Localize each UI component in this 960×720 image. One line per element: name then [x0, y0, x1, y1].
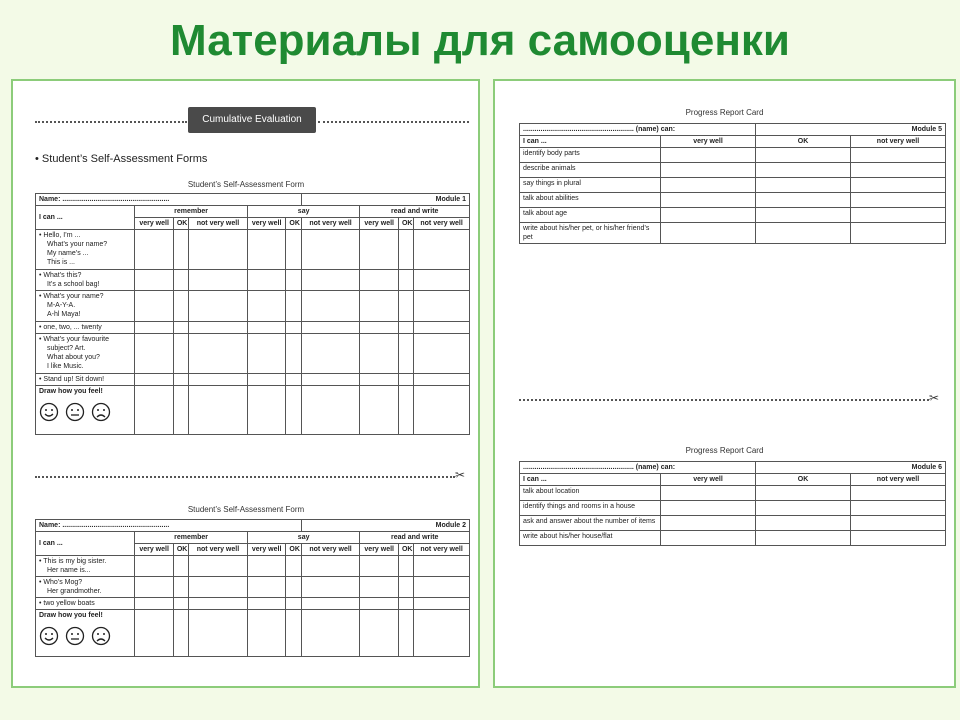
rating-column-header: very well [360, 218, 399, 230]
rating-checkbox-cell [661, 223, 756, 244]
statement-cell [36, 230, 135, 270]
progress-report-card-module6 [519, 461, 946, 546]
dotted-line [318, 121, 469, 123]
rating-checkbox-cell [189, 322, 248, 334]
rating-checkbox-cell [247, 577, 286, 598]
statement-line: • What’s your name? [39, 293, 104, 300]
rating-checkbox-cell [756, 501, 851, 516]
statement-line: Her name is... [47, 567, 91, 574]
table-row [520, 163, 946, 178]
rating-column-header: very well [360, 544, 399, 556]
rating-checkbox-cell [301, 598, 360, 610]
rating-checkbox-cell [398, 577, 413, 598]
rating-checkbox-cell [301, 322, 360, 334]
rating-checkbox-cell [173, 577, 188, 598]
rating-column-header: very well [247, 218, 286, 230]
rating-checkbox-cell [247, 322, 286, 334]
scissors-icon: ✂ [455, 468, 466, 482]
rating-checkbox-cell [661, 516, 756, 531]
rating-checkbox-cell [360, 334, 399, 374]
rating-checkbox-cell [851, 531, 946, 546]
rating-checkbox-cell [756, 516, 851, 531]
rating-checkbox-cell [414, 598, 470, 610]
draw-row [36, 386, 470, 435]
rating-column-header: OK [286, 544, 301, 556]
scissors-icon: ✂ [929, 391, 940, 405]
skill-group-header: read and write [360, 532, 470, 544]
rating-checkbox-cell [173, 598, 188, 610]
rating-checkbox-cell [189, 374, 248, 386]
rating-column-header: very well [135, 218, 174, 230]
rating-checkbox-cell [756, 148, 851, 163]
statement-line: This is ... [47, 259, 76, 266]
skill-cell: ask and answer about the number of items [520, 516, 661, 531]
rating-checkbox-cell [661, 163, 756, 178]
rating-checkbox-cell [135, 598, 174, 610]
card-header-row [520, 124, 946, 136]
rating-checkbox-cell [414, 577, 470, 598]
statement-line: subject? Art. [47, 345, 86, 352]
skill-cell: identify things and rooms in a house [520, 501, 661, 516]
rating-checkbox-cell [398, 556, 413, 577]
rating-checkbox-cell [173, 322, 188, 334]
rating-checkbox-cell [360, 291, 399, 322]
rating-checkbox-cell [173, 334, 188, 374]
table-row [520, 148, 946, 163]
rating-checkbox-cell [286, 556, 301, 577]
statement-cell [36, 556, 135, 577]
rating-checkbox-cell [286, 230, 301, 270]
rating-checkbox-cell [661, 531, 756, 546]
rating-checkbox-cell [173, 374, 188, 386]
statement-line: • This is my big sister. [39, 558, 107, 565]
rating-checkbox-cell [851, 223, 946, 244]
rating-checkbox-cell [247, 386, 286, 435]
statement-line: Her grandmother. [47, 588, 102, 595]
rating-checkbox-cell [360, 374, 399, 386]
skill-group-header: say [247, 532, 360, 544]
rating-checkbox-cell [189, 334, 248, 374]
rating-checkbox-cell [135, 556, 174, 577]
rating-checkbox-cell [398, 322, 413, 334]
table-row [520, 208, 946, 223]
statement-line: • one, two, ... twenty [39, 324, 102, 331]
name-field-label: Name: ....................................................... [36, 194, 302, 206]
rating-checkbox-cell [135, 374, 174, 386]
rating-checkbox-cell [414, 386, 470, 435]
rating-column-header: very well [661, 474, 756, 486]
rating-checkbox-cell [398, 598, 413, 610]
column-header-row [520, 474, 946, 486]
rating-checkbox-cell [173, 610, 188, 657]
rating-checkbox-cell [398, 230, 413, 270]
table-row [36, 291, 470, 322]
card-header-row [520, 462, 946, 474]
faces-row [39, 626, 131, 649]
rating-checkbox-cell [398, 270, 413, 291]
progress-report-card-module5 [519, 123, 946, 244]
rating-checkbox-cell [851, 163, 946, 178]
rating-checkbox-cell [189, 291, 248, 322]
rating-column-header: OK [286, 218, 301, 230]
i-can-header: I can ... [36, 532, 135, 556]
statement-cell [36, 270, 135, 291]
statement-line: I like Music. [47, 363, 84, 370]
table-row [520, 516, 946, 531]
rating-checkbox-cell [286, 322, 301, 334]
rating-checkbox-cell [661, 193, 756, 208]
statement-cell [36, 322, 135, 334]
rating-checkbox-cell [414, 374, 470, 386]
rating-checkbox-cell [135, 270, 174, 291]
forms-bullet [35, 153, 207, 165]
name-field-label: ......................................................... (name) can: [520, 462, 756, 474]
draw-label: Draw how you feel! [39, 612, 103, 619]
rating-checkbox-cell [414, 291, 470, 322]
rating-checkbox-cell [286, 270, 301, 291]
skill-group-header: say [247, 206, 360, 218]
skill-cell: talk about age [520, 208, 661, 223]
rating-column-header: very well [135, 544, 174, 556]
rating-checkbox-cell [286, 291, 301, 322]
rating-checkbox-cell [414, 610, 470, 657]
skill-cell: talk about abilities [520, 193, 661, 208]
self-assessment-form-module1 [35, 193, 470, 435]
table-row [520, 193, 946, 208]
rating-column-header: OK [756, 474, 851, 486]
statement-cell [36, 577, 135, 598]
rating-checkbox-cell [661, 208, 756, 223]
rating-checkbox-cell [756, 208, 851, 223]
rating-checkbox-cell [360, 386, 399, 435]
rating-checkbox-cell [756, 486, 851, 501]
module-label: Module 2 [301, 520, 469, 532]
rating-checkbox-cell [135, 334, 174, 374]
draw-label: Draw how you feel! [39, 388, 103, 395]
i-can-header: I can ... [520, 474, 661, 486]
statement-line: My name’s ... [47, 250, 89, 257]
rating-checkbox-cell [414, 270, 470, 291]
rating-checkbox-cell [398, 386, 413, 435]
rating-checkbox-cell [247, 374, 286, 386]
rating-column-header: OK [173, 218, 188, 230]
table-row [36, 374, 470, 386]
rating-checkbox-cell [661, 178, 756, 193]
happy-face-icon[interactable] [39, 402, 59, 425]
sad-face-icon[interactable] [91, 626, 111, 649]
rating-checkbox-cell [398, 374, 413, 386]
statement-line: • What’s this? [39, 272, 82, 279]
rating-checkbox-cell [756, 163, 851, 178]
neutral-face-icon[interactable] [65, 626, 85, 649]
table-row [520, 531, 946, 546]
rating-checkbox-cell [189, 598, 248, 610]
self-assessment-form-module2 [35, 519, 470, 657]
rating-checkbox-cell [173, 230, 188, 270]
rating-checkbox-cell [189, 556, 248, 577]
statement-cell [36, 374, 135, 386]
statement-cell [36, 598, 135, 610]
page-title: Материалы для самооценки [170, 16, 790, 65]
rating-column-header: not very well [301, 218, 360, 230]
module-label: Module 6 [756, 462, 946, 474]
rating-checkbox-cell [173, 291, 188, 322]
rating-checkbox-cell [414, 322, 470, 334]
rating-checkbox-cell [851, 193, 946, 208]
rating-checkbox-cell [173, 386, 188, 435]
sad-face-icon[interactable] [91, 402, 111, 425]
card1-title: Progress Report Card [685, 108, 764, 117]
rating-checkbox-cell [360, 598, 399, 610]
rating-checkbox-cell [247, 610, 286, 657]
rating-checkbox-cell [360, 230, 399, 270]
draw-feelings-cell [36, 386, 135, 435]
rating-checkbox-cell [414, 230, 470, 270]
rating-checkbox-cell [756, 531, 851, 546]
rating-column-header: not very well [414, 218, 470, 230]
form2-title: Student’s Self-Assessment Form [187, 505, 305, 514]
cumulative-evaluation-banner: Cumulative Evaluation [188, 107, 316, 133]
rating-checkbox-cell [661, 148, 756, 163]
statement-line: • Who’s Mog? [39, 579, 83, 586]
rating-checkbox-cell [189, 270, 248, 291]
skill-cell: say things in plural [520, 178, 661, 193]
rating-checkbox-cell [301, 610, 360, 657]
rating-checkbox-cell [247, 230, 286, 270]
faces-row [39, 402, 131, 425]
table-row [36, 556, 470, 577]
column-header-row [520, 136, 946, 148]
skill-cell: talk about location [520, 486, 661, 501]
forms-bullet-text: Student’s Self-Assessment Forms [41, 153, 208, 165]
rating-column-header: not very well [301, 544, 360, 556]
rating-column-header: OK [756, 136, 851, 148]
rating-column-header: OK [173, 544, 188, 556]
rating-checkbox-cell [135, 230, 174, 270]
rating-checkbox-cell [851, 178, 946, 193]
rating-checkbox-cell [851, 516, 946, 531]
rating-checkbox-cell [301, 270, 360, 291]
form1-title: Student’s Self-Assessment Form [187, 180, 305, 189]
rating-checkbox-cell [360, 556, 399, 577]
rating-checkbox-cell [756, 223, 851, 244]
right-panel [493, 79, 956, 688]
rating-checkbox-cell [135, 386, 174, 435]
happy-face-icon[interactable] [39, 626, 59, 649]
rating-checkbox-cell [135, 322, 174, 334]
rating-checkbox-cell [301, 230, 360, 270]
rating-column-header: not very well [851, 474, 946, 486]
cut-line [519, 399, 929, 401]
rating-checkbox-cell [286, 334, 301, 374]
rating-column-header: not very well [189, 544, 248, 556]
statement-line: • Stand up! Sit down! [39, 376, 105, 383]
rating-column-header: not very well [414, 544, 470, 556]
rating-checkbox-cell [189, 386, 248, 435]
rating-checkbox-cell [286, 598, 301, 610]
statement-line: M-A-Y-A. [47, 302, 76, 309]
rating-checkbox-cell [189, 610, 248, 657]
statement-cell [36, 291, 135, 322]
skill-cell: write about his/her house/flat [520, 531, 661, 546]
rating-checkbox-cell [301, 334, 360, 374]
statement-cell [36, 334, 135, 374]
name-field-label: Name: ....................................................... [36, 520, 302, 532]
rating-checkbox-cell [135, 291, 174, 322]
group-header-row [36, 532, 470, 544]
card2-title: Progress Report Card [685, 446, 764, 455]
i-can-header: I can ... [520, 136, 661, 148]
bullet-icon: • [35, 153, 39, 165]
module-label: Module 1 [301, 194, 469, 206]
statement-line: • What’s your favourite [39, 336, 110, 343]
statement-line: What’s your name? [47, 241, 108, 248]
rating-checkbox-cell [360, 322, 399, 334]
rating-column-header: OK [398, 544, 413, 556]
rating-checkbox-cell [247, 556, 286, 577]
rating-checkbox-cell [135, 610, 174, 657]
left-panel [11, 79, 480, 688]
table-row [36, 270, 470, 291]
rating-checkbox-cell [851, 501, 946, 516]
rating-checkbox-cell [398, 610, 413, 657]
table-row [520, 178, 946, 193]
rating-checkbox-cell [247, 270, 286, 291]
table-row [36, 322, 470, 334]
rating-checkbox-cell [286, 577, 301, 598]
rating-column-header: not very well [189, 218, 248, 230]
rating-checkbox-cell [398, 334, 413, 374]
table-row [36, 598, 470, 610]
neutral-face-icon[interactable] [65, 402, 85, 425]
rating-checkbox-cell [360, 610, 399, 657]
table-row [520, 501, 946, 516]
draw-row [36, 610, 470, 657]
rating-checkbox-cell [661, 486, 756, 501]
table-row [520, 223, 946, 244]
rating-checkbox-cell [286, 374, 301, 386]
form-header-row [36, 194, 470, 206]
statement-line: • two yellow boats [39, 600, 95, 607]
rating-column-header: very well [661, 136, 756, 148]
skill-cell: identify body parts [520, 148, 661, 163]
draw-feelings-cell [36, 610, 135, 657]
name-field-label: ......................................................... (name) can: [520, 124, 756, 136]
rating-checkbox-cell [301, 374, 360, 386]
rating-checkbox-cell [247, 334, 286, 374]
statement-line: It’s a school bag! [47, 281, 100, 288]
statement-line: What about you? [47, 354, 100, 361]
rating-checkbox-cell [189, 230, 248, 270]
rating-checkbox-cell [851, 208, 946, 223]
rating-column-header: not very well [851, 136, 946, 148]
rating-checkbox-cell [851, 486, 946, 501]
rating-checkbox-cell [286, 386, 301, 435]
rating-checkbox-cell [851, 148, 946, 163]
rating-checkbox-cell [286, 610, 301, 657]
rating-checkbox-cell [301, 577, 360, 598]
rating-checkbox-cell [189, 577, 248, 598]
table-row [520, 486, 946, 501]
rating-checkbox-cell [360, 270, 399, 291]
rating-column-header: OK [398, 218, 413, 230]
skill-group-header: remember [135, 206, 248, 218]
rating-checkbox-cell [173, 270, 188, 291]
table-row [36, 334, 470, 374]
rating-checkbox-cell [756, 178, 851, 193]
rating-checkbox-cell [247, 598, 286, 610]
rating-checkbox-cell [756, 193, 851, 208]
statement-line: • Hello, I’m ... [39, 232, 81, 239]
rating-checkbox-cell [135, 577, 174, 598]
cut-line [35, 476, 455, 478]
rating-checkbox-cell [301, 386, 360, 435]
skill-group-header: read and write [360, 206, 470, 218]
form-header-row [36, 520, 470, 532]
statement-line: A-hl Maya! [47, 311, 81, 318]
module-label: Module 5 [756, 124, 946, 136]
rating-checkbox-cell [301, 291, 360, 322]
group-header-row [36, 206, 470, 218]
dotted-line [35, 121, 187, 123]
table-row [36, 230, 470, 270]
table-row [36, 577, 470, 598]
rating-checkbox-cell [301, 556, 360, 577]
rating-checkbox-cell [247, 291, 286, 322]
rating-column-header: very well [247, 544, 286, 556]
i-can-header: I can ... [36, 206, 135, 230]
skill-cell: write about his/her pet, or his/her friend’s pet [520, 223, 661, 244]
skill-group-header: remember [135, 532, 248, 544]
rating-checkbox-cell [398, 291, 413, 322]
rating-checkbox-cell [661, 501, 756, 516]
rating-checkbox-cell [414, 556, 470, 577]
rating-checkbox-cell [360, 577, 399, 598]
skill-cell: describe animals [520, 163, 661, 178]
rating-checkbox-cell [414, 334, 470, 374]
rating-checkbox-cell [173, 556, 188, 577]
